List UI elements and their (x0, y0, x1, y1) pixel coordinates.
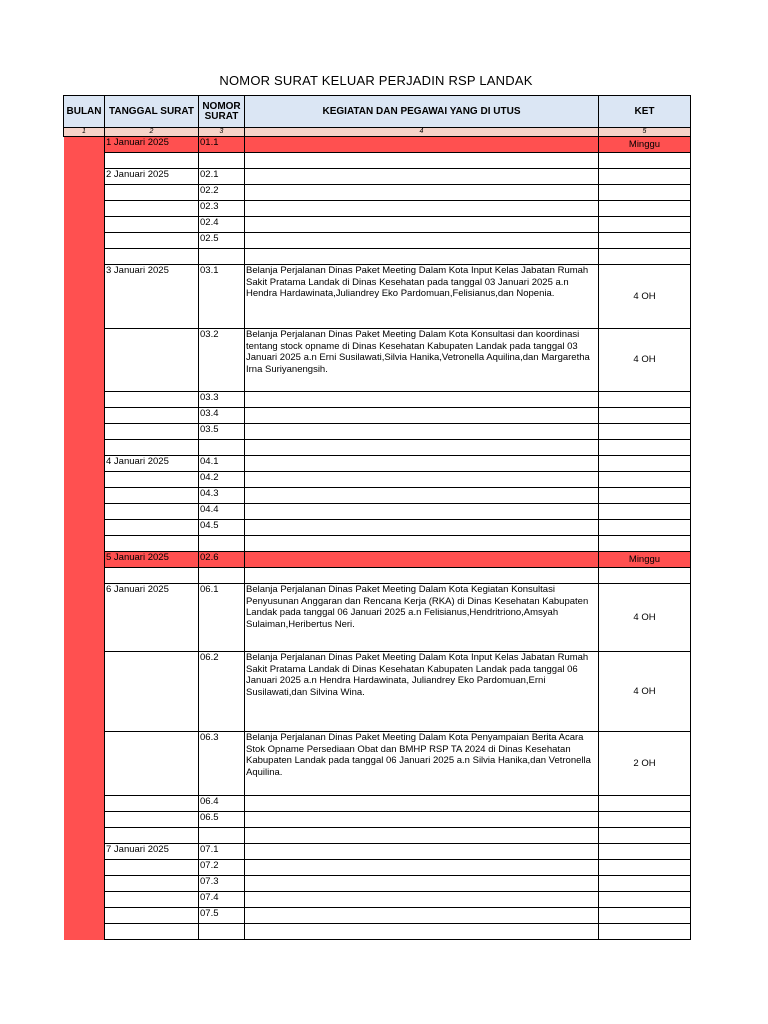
table-row (64, 876, 691, 892)
kegiatan-cell (245, 408, 599, 424)
ket-cell: 4 OH (599, 652, 691, 732)
kegiatan-cell (245, 812, 599, 828)
nomor-cell (199, 828, 245, 844)
table-row (64, 456, 691, 472)
tanggal-cell (105, 860, 199, 876)
kegiatan-cell (245, 233, 599, 249)
nomor-cell: 06.2 (199, 652, 245, 732)
tanggal-cell (105, 568, 199, 584)
column-index: 4 (245, 128, 599, 137)
tanggal-cell: 3 Januari 2025 (105, 265, 199, 329)
header-nomor-surat: NOMOR SURAT (199, 96, 245, 128)
tanggal-cell (105, 488, 199, 504)
header-bulan: BULAN (64, 96, 105, 128)
tanggal-cell (105, 732, 199, 796)
kegiatan-cell (245, 924, 599, 940)
nomor-cell: 06.3 (199, 732, 245, 796)
surat-keluar-table (63, 95, 691, 940)
nomor-cell: 03.2 (199, 329, 245, 392)
kegiatan-cell: Belanja Perjalanan Dinas Paket Meeting Dalam Kota Kegiatan Konsultasi Penyusunan Anggaran dan Rencana Kerja (RKA) di Dinas Kesehatan Kabupaten Landak pada tanggal 06 Januari 2025 a.n Felisianus,Hendritriono,Amsyah Sulaiman,Heribertus Neri. (245, 584, 599, 652)
nomor-cell (199, 536, 245, 552)
header-kegiatan: KEGIATAN DAN PEGAWAI YANG DI UTUS (245, 96, 599, 128)
table-row (64, 392, 691, 408)
tanggal-cell (105, 201, 199, 217)
table-row (64, 201, 691, 217)
tanggal-cell (105, 329, 199, 392)
tanggal-cell (105, 153, 199, 169)
table-row (64, 249, 691, 265)
column-index: 2 (105, 128, 199, 137)
nomor-cell: 02.6 (199, 552, 245, 568)
kegiatan-cell (245, 472, 599, 488)
ket-cell (599, 488, 691, 504)
nomor-cell: 07.5 (199, 908, 245, 924)
header-tanggal-surat: TANGGAL SURAT (105, 96, 199, 128)
bulan-cell (64, 137, 105, 940)
kegiatan-cell (245, 137, 599, 153)
table-row (64, 520, 691, 536)
tanggal-cell (105, 472, 199, 488)
tanggal-cell (105, 233, 199, 249)
kegiatan-cell (245, 568, 599, 584)
ket-cell (599, 456, 691, 472)
nomor-cell (199, 249, 245, 265)
kegiatan-cell (245, 249, 599, 265)
tanggal-cell: 1 Januari 2025 (105, 137, 199, 153)
nomor-cell (199, 924, 245, 940)
ket-cell (599, 812, 691, 828)
tanggal-cell (105, 796, 199, 812)
ket-cell (599, 520, 691, 536)
table-row (64, 440, 691, 456)
table-row (64, 908, 691, 924)
holiday-row (64, 137, 691, 153)
ket-cell (599, 233, 691, 249)
ket-cell (599, 201, 691, 217)
kegiatan-cell (245, 185, 599, 201)
tanggal-cell (105, 908, 199, 924)
ket-cell (599, 217, 691, 233)
ket-cell (599, 844, 691, 860)
table-row (64, 584, 691, 652)
table-row (64, 472, 691, 488)
table-row (64, 504, 691, 520)
kegiatan-cell: Belanja Perjalanan Dinas Paket Meeting Dalam Kota Input Kelas Jabatan Rumah Sakit Pratama Landak di Dinas Kesehatan pada tanggal 03 Januari 2025 a.n Hendra Hardawinata,Juliandrey Eko Pardomuan,Felisianus,dan Nopenia. (245, 265, 599, 329)
table-row (64, 828, 691, 844)
kegiatan-cell (245, 201, 599, 217)
table-row (64, 265, 691, 329)
ket-cell: 4 OH (599, 584, 691, 652)
ket-cell (599, 876, 691, 892)
nomor-cell: 03.5 (199, 424, 245, 440)
ket-cell: 4 OH (599, 265, 691, 329)
table-row (64, 844, 691, 860)
kegiatan-cell: Belanja Perjalanan Dinas Paket Meeting Dalam Kota Input Kelas Jabatan Rumah Sakit Pratama Landak di Dinas Kesehatan Kabupaten Landak pada tanggal 06 Januari 2025 a.n Hendra Hardawinata, Juliandrey Eko Pardomuan,Erni Susilawati,dan Silvina Wina. (245, 652, 599, 732)
table-row (64, 233, 691, 249)
kegiatan-cell (245, 504, 599, 520)
nomor-cell: 04.2 (199, 472, 245, 488)
tanggal-cell (105, 924, 199, 940)
ket-cell (599, 908, 691, 924)
table-row (64, 892, 691, 908)
nomor-cell: 03.4 (199, 408, 245, 424)
ket-cell (599, 408, 691, 424)
kegiatan-cell (245, 520, 599, 536)
document-title: NOMOR SURAT KELUAR PERJADIN RSP LANDAK (219, 73, 533, 88)
ket-cell (599, 568, 691, 584)
nomor-cell: 04.1 (199, 456, 245, 472)
ket-cell (599, 892, 691, 908)
header-row (64, 96, 691, 128)
nomor-cell: 02.2 (199, 185, 245, 201)
kegiatan-cell: Belanja Perjalanan Dinas Paket Meeting Dalam Kota Penyampaian Berita Acara Stok Opname Persediaan Obat dan BMHP RSP TA 2024 di Dinas Kesehatan Kabupaten Landak pada tanggal 06 Januari 2025 a.n Silvia Hanika,dan Vetronella Aquilina. (245, 732, 599, 796)
table-row (64, 329, 691, 392)
ket-cell (599, 424, 691, 440)
column-index: 5 (599, 128, 691, 137)
nomor-cell: 06.4 (199, 796, 245, 812)
tanggal-cell (105, 440, 199, 456)
ket-cell: 2 OH (599, 732, 691, 796)
kegiatan-cell (245, 876, 599, 892)
nomor-cell: 04.5 (199, 520, 245, 536)
holiday-row (64, 552, 691, 568)
ket-cell (599, 440, 691, 456)
table-row (64, 217, 691, 233)
nomor-cell: 07.4 (199, 892, 245, 908)
nomor-cell: 07.3 (199, 876, 245, 892)
table-body (64, 137, 691, 940)
tanggal-cell: 7 Januari 2025 (105, 844, 199, 860)
ket-cell: Minggu (599, 552, 691, 568)
nomor-cell: 07.1 (199, 844, 245, 860)
kegiatan-cell: Belanja Perjalanan Dinas Paket Meeting Dalam Kota Konsultasi dan koordinasi tentang stock opname di Dinas Kesehatan Kabupaten Landak pada tanggal 03 Januari 2025 a.n Erni Susilawati,Silvia Hanika,Vetronella Aquilina,dan Margaretha Irna Suriyanengsih. (245, 329, 599, 392)
tanggal-cell: 5 Januari 2025 (105, 552, 199, 568)
ket-cell (599, 504, 691, 520)
kegiatan-cell (245, 536, 599, 552)
tanggal-cell (105, 217, 199, 233)
kegiatan-cell (245, 217, 599, 233)
nomor-cell: 02.3 (199, 201, 245, 217)
table-row (64, 812, 691, 828)
tanggal-cell (105, 424, 199, 440)
ket-cell (599, 392, 691, 408)
tanggal-cell (105, 812, 199, 828)
header-ket: KET (599, 96, 691, 128)
tanggal-cell: 6 Januari 2025 (105, 584, 199, 652)
nomor-cell: 06.5 (199, 812, 245, 828)
kegiatan-cell (245, 424, 599, 440)
ket-cell (599, 249, 691, 265)
table-row (64, 169, 691, 185)
tanggal-cell (105, 536, 199, 552)
tanggal-cell (105, 504, 199, 520)
ket-cell (599, 924, 691, 940)
ket-cell (599, 536, 691, 552)
tanggal-cell (105, 249, 199, 265)
column-index-row (64, 128, 691, 137)
tanggal-cell (105, 408, 199, 424)
table-row (64, 408, 691, 424)
tanggal-cell (105, 520, 199, 536)
ket-cell (599, 472, 691, 488)
nomor-cell (199, 153, 245, 169)
table-row (64, 860, 691, 876)
table-row (64, 488, 691, 504)
column-index: 3 (199, 128, 245, 137)
tanggal-cell (105, 828, 199, 844)
column-index: 1 (64, 128, 105, 137)
table-row (64, 153, 691, 169)
kegiatan-cell (245, 392, 599, 408)
nomor-cell (199, 440, 245, 456)
nomor-cell: 01.1 (199, 137, 245, 153)
tanggal-cell (105, 876, 199, 892)
tanggal-cell (105, 185, 199, 201)
kegiatan-cell (245, 440, 599, 456)
ket-cell (599, 828, 691, 844)
kegiatan-cell (245, 796, 599, 812)
nomor-cell: 02.1 (199, 169, 245, 185)
ket-cell: 4 OH (599, 329, 691, 392)
table-row (64, 924, 691, 940)
tanggal-cell: 4 Januari 2025 (105, 456, 199, 472)
tanggal-cell (105, 392, 199, 408)
nomor-cell (199, 568, 245, 584)
nomor-cell: 02.4 (199, 217, 245, 233)
kegiatan-cell (245, 488, 599, 504)
tanggal-cell: 2 Januari 2025 (105, 169, 199, 185)
kegiatan-cell (245, 860, 599, 876)
kegiatan-cell (245, 908, 599, 924)
nomor-cell: 03.3 (199, 392, 245, 408)
kegiatan-cell (245, 456, 599, 472)
nomor-cell: 07.2 (199, 860, 245, 876)
tanggal-cell (105, 652, 199, 732)
nomor-cell: 06.1 (199, 584, 245, 652)
ket-cell (599, 860, 691, 876)
table-row (64, 536, 691, 552)
kegiatan-cell (245, 552, 599, 568)
nomor-cell: 04.3 (199, 488, 245, 504)
kegiatan-cell (245, 169, 599, 185)
nomor-cell: 03.1 (199, 265, 245, 329)
nomor-cell: 02.5 (199, 233, 245, 249)
tanggal-cell (105, 892, 199, 908)
kegiatan-cell (245, 153, 599, 169)
ket-cell (599, 153, 691, 169)
table-row (64, 796, 691, 812)
ket-cell (599, 185, 691, 201)
ket-cell: Minggu (599, 137, 691, 153)
table-row (64, 424, 691, 440)
table-row (64, 185, 691, 201)
ket-cell (599, 169, 691, 185)
table-row (64, 568, 691, 584)
table-row (64, 732, 691, 796)
kegiatan-cell (245, 844, 599, 860)
kegiatan-cell (245, 892, 599, 908)
table-row (64, 652, 691, 732)
kegiatan-cell (245, 828, 599, 844)
ket-cell (599, 796, 691, 812)
nomor-cell: 04.4 (199, 504, 245, 520)
